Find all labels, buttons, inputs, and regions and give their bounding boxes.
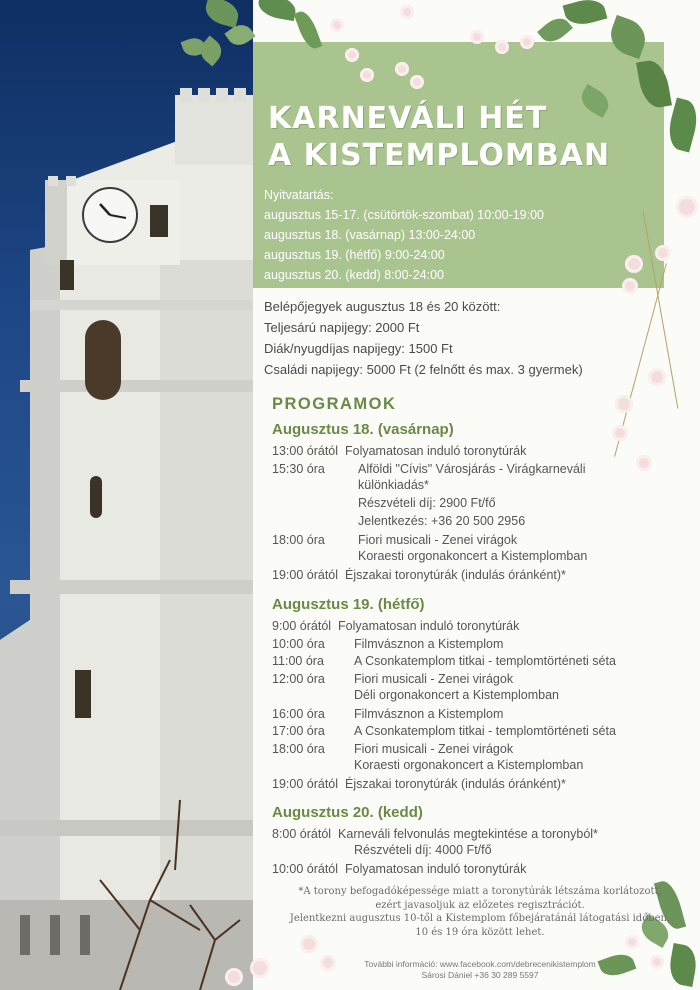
program-time: 13:00 órától [272,444,339,458]
opening-line: augusztus 18. (vasárnap) 13:00-24:00 [264,228,476,242]
opening-line: augusztus 15-17. (csütörtök-szombat) 10:00-19:00 [264,208,545,222]
church-tower-photo [0,0,253,990]
program-row [272,670,513,688]
program-text: Fiori musicali - Zenei virágok [354,672,514,686]
program-text: Részvételi díj: 4000 Ft/fő [354,843,492,857]
program-text: Karneváli felvonulás megtekintése a toronyból* [338,827,598,841]
opening-hours [264,185,544,285]
program-text: Filmvásznon a Kistemplom [354,707,504,721]
program-row [272,566,566,584]
program-text: különkiadás* [358,478,429,492]
footnote-line: Jelentkezni augusztus 10-től a Kistemplom főbejáratánál látogatási időben, [289,913,671,924]
programs-heading: PROGRAMOK [272,395,397,413]
program-time: 10:00 óra [272,637,325,651]
footer-link[interactable]: További információ: www.facebook.com/debrecenikistemplom [364,959,596,969]
program-text: Filmvásznon a Kistemplom [354,637,504,651]
program-text: Folyamatosan induló toronytúrák [338,619,520,633]
program-time: 9:00 órától [272,619,332,633]
program-time: 12:00 óra [272,672,325,686]
opening-line: augusztus 19. (hétfő) 9:00-24:00 [264,248,445,262]
footnote-line: 10 és 19 óra között lehet. [415,926,545,938]
program-row [272,860,526,878]
poster-title [268,100,668,174]
program-row [272,617,519,635]
program-row [272,775,566,793]
program-time: 16:00 óra [272,707,325,721]
program-row [272,460,585,478]
ticket-line: Teljesárú napijegy: 2000 Ft [264,320,420,335]
ticket-line: Diák/nyugdíjas napijegy: 1500 Ft [264,341,453,356]
program-row [272,825,598,843]
day-title: Augusztus 18. (vasárnap) [272,421,454,438]
program-text: A Csonkatemplom titkai - templomtörténeti séta [354,724,616,738]
day-title: Augusztus 20. (kedd) [272,804,423,821]
tickets-heading: Belépőjegyek augusztus 18 és 20 között: [264,299,501,314]
ticket-line: Családi napijegy: 5000 Ft (2 felnőtt és max. 3 gyermek) [264,362,583,377]
program-time: 8:00 órától [272,827,332,841]
program-text: A Csonkatemplom titkai - templomtörténeti séta [354,654,616,668]
opening-line: augusztus 20. (kedd) 8:00-24:00 [264,268,444,282]
program-text: Fiori musicali - Zenei virágok [354,742,514,756]
program-text: Folyamatosan induló toronytúrák [344,862,527,876]
program-text: Éjszakai toronytúrák (indulás óránként)* [344,777,566,791]
program-text: Éjszakai toronytúrák (indulás óránként)* [344,568,566,582]
program-text: Fiori musicali - Zenei virágok [358,533,518,547]
program-row [272,635,503,653]
program-row [272,531,517,549]
program-row [272,722,616,740]
program-time: 10:00 órától [272,862,339,876]
program-row [272,442,526,460]
program-row [272,705,503,723]
day-title: Augusztus 19. (hétfő) [272,596,425,613]
program-time: 17:00 óra [272,724,325,738]
program-time: 15:30 óra [272,462,325,476]
program-text: Alföldi "Cívis" Városjárás - Virágkarneváli [358,462,586,476]
program-text: Koraesti orgonakoncert a Kistemplomban [354,758,584,772]
footer-info [270,959,690,981]
program-text: Részvételi díj: 2900 Ft/fő [358,496,496,510]
program-time: 18:00 óra [272,533,325,547]
footnote [270,885,690,939]
title-line-2: A KISTEMPLOMBAN [268,138,611,173]
program-time: 19:00 órától [272,568,339,582]
program-text: Koraesti orgonakoncert a Kistemplomban [358,549,588,563]
program-time: 11:00 óra [272,654,324,668]
opening-heading: Nyitvatartás: [264,188,334,202]
footnote-line: ezért javasoljuk az előzetes regisztrációt. [375,899,585,911]
tower-illustration [0,0,253,990]
program-time: 19:00 órától [272,777,339,791]
title-line-1: KARNEVÁLI HÉT [268,101,548,136]
program-text: Folyamatosan induló toronytúrák [344,444,527,458]
ticket-prices [264,296,583,380]
footnote-line: *A torony befogadóképessége miatt a toronytúrák létszáma korlátozott, [298,886,662,897]
program-text: Jelentkezés: +36 20 500 2956 [358,514,526,528]
program-row [272,652,616,670]
program-time: 18:00 óra [272,742,325,756]
program-text: Déli orgonakoncert a Kistemplomban [354,688,559,702]
footer-contact: Sárosi Dániel +36 30 289 5597 [421,970,539,980]
program-row [272,740,513,758]
